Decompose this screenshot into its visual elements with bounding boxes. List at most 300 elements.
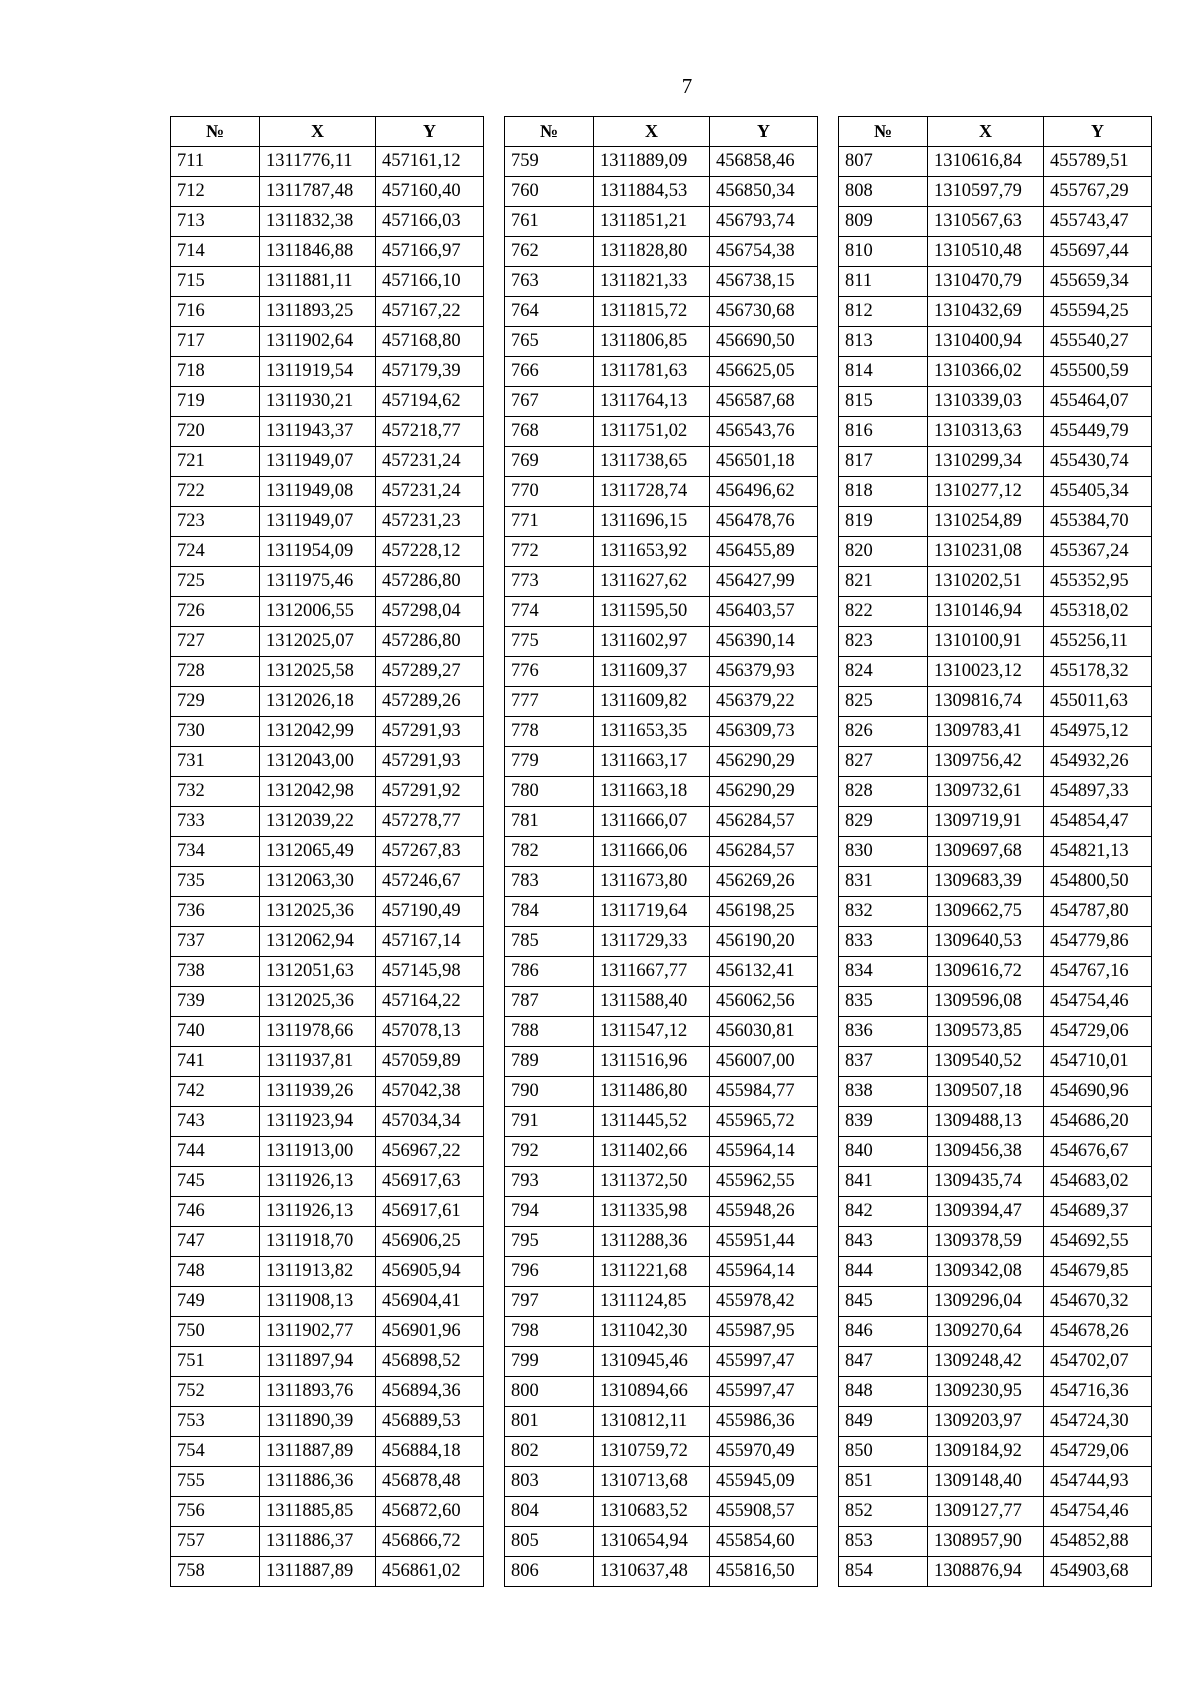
table-row xyxy=(171,597,484,627)
cell-y: 456730,68 xyxy=(710,297,818,327)
cell-x: 1311975,46 xyxy=(260,567,376,597)
table-row xyxy=(171,327,484,357)
cell-x: 1311893,76 xyxy=(260,1377,376,1407)
cell-number: 833 xyxy=(839,927,928,957)
cell-x: 1311787,48 xyxy=(260,177,376,207)
table-row xyxy=(505,387,818,417)
cell-number: 766 xyxy=(505,357,594,387)
cell-x: 1309230,95 xyxy=(928,1377,1044,1407)
cell-number: 729 xyxy=(171,687,260,717)
table-row xyxy=(839,897,1152,927)
table-row xyxy=(505,177,818,207)
cell-number: 851 xyxy=(839,1467,928,1497)
cell-x: 1311943,37 xyxy=(260,417,376,447)
table-row xyxy=(505,867,818,897)
cell-number: 822 xyxy=(839,597,928,627)
table-row xyxy=(839,1467,1152,1497)
cell-y: 454676,67 xyxy=(1044,1137,1152,1167)
table-row xyxy=(505,1407,818,1437)
cell-y: 456390,14 xyxy=(710,627,818,657)
cell-number: 790 xyxy=(505,1077,594,1107)
cell-number: 799 xyxy=(505,1347,594,1377)
cell-y: 455011,63 xyxy=(1044,687,1152,717)
cell-number: 774 xyxy=(505,597,594,627)
cell-y: 457190,49 xyxy=(376,897,484,927)
table-row xyxy=(171,1197,484,1227)
table-row xyxy=(839,867,1152,897)
cell-y: 457289,27 xyxy=(376,657,484,687)
table-row xyxy=(505,507,818,537)
table-row xyxy=(839,297,1152,327)
cell-number: 742 xyxy=(171,1077,260,1107)
cell-number: 763 xyxy=(505,267,594,297)
cell-x: 1311913,00 xyxy=(260,1137,376,1167)
cell-y: 457034,34 xyxy=(376,1107,484,1137)
cell-number: 829 xyxy=(839,807,928,837)
cell-number: 848 xyxy=(839,1377,928,1407)
table-row xyxy=(505,657,818,687)
cell-number: 734 xyxy=(171,837,260,867)
cell-x: 1311851,21 xyxy=(594,207,710,237)
cell-number: 776 xyxy=(505,657,594,687)
cell-y: 456379,22 xyxy=(710,687,818,717)
cell-x: 1311627,62 xyxy=(594,567,710,597)
cell-y: 454678,26 xyxy=(1044,1317,1152,1347)
cell-number: 727 xyxy=(171,627,260,657)
cell-x: 1309127,77 xyxy=(928,1497,1044,1527)
cell-number: 722 xyxy=(171,477,260,507)
cell-y: 456906,25 xyxy=(376,1227,484,1257)
table-row xyxy=(505,747,818,777)
cell-x: 1309697,68 xyxy=(928,837,1044,867)
cell-x: 1311221,68 xyxy=(594,1257,710,1287)
table-row xyxy=(505,1467,818,1497)
cell-number: 731 xyxy=(171,747,260,777)
cell-x: 1310894,66 xyxy=(594,1377,710,1407)
cell-y: 454683,02 xyxy=(1044,1167,1152,1197)
cell-number: 831 xyxy=(839,867,928,897)
cell-x: 1311042,30 xyxy=(594,1317,710,1347)
cell-number: 782 xyxy=(505,837,594,867)
cell-y: 454787,80 xyxy=(1044,897,1152,927)
cell-y: 457298,04 xyxy=(376,597,484,627)
cell-number: 733 xyxy=(171,807,260,837)
cell-y: 454729,06 xyxy=(1044,1437,1152,1467)
cell-number: 850 xyxy=(839,1437,928,1467)
cell-x: 1309816,74 xyxy=(928,687,1044,717)
cell-number: 748 xyxy=(171,1257,260,1287)
cell-number: 802 xyxy=(505,1437,594,1467)
table-row xyxy=(839,657,1152,687)
cell-number: 732 xyxy=(171,777,260,807)
table-row xyxy=(171,627,484,657)
cell-x: 1312025,07 xyxy=(260,627,376,657)
cell-y: 454679,85 xyxy=(1044,1257,1152,1287)
table-row xyxy=(505,717,818,747)
cell-y: 457286,80 xyxy=(376,627,484,657)
cell-x: 1311897,94 xyxy=(260,1347,376,1377)
table-row xyxy=(171,1287,484,1317)
cell-number: 759 xyxy=(505,147,594,177)
cell-x: 1310432,69 xyxy=(928,297,1044,327)
table-row xyxy=(839,327,1152,357)
coordinates-table-2 xyxy=(504,116,818,1587)
cell-x: 1311124,85 xyxy=(594,1287,710,1317)
cell-x: 1311402,66 xyxy=(594,1137,710,1167)
cell-x: 1311902,77 xyxy=(260,1317,376,1347)
cell-y: 454710,01 xyxy=(1044,1047,1152,1077)
cell-y: 456030,81 xyxy=(710,1017,818,1047)
cell-x: 1311653,92 xyxy=(594,537,710,567)
table-row xyxy=(839,1257,1152,1287)
cell-x: 1311729,33 xyxy=(594,927,710,957)
table-row xyxy=(505,927,818,957)
cell-y: 456901,96 xyxy=(376,1317,484,1347)
table-row xyxy=(505,1137,818,1167)
table-row xyxy=(505,597,818,627)
cell-y: 456884,18 xyxy=(376,1437,484,1467)
table-row xyxy=(839,1407,1152,1437)
cell-y: 456690,50 xyxy=(710,327,818,357)
cell-x: 1310146,94 xyxy=(928,597,1044,627)
cell-x: 1309616,72 xyxy=(928,957,1044,987)
cell-y: 456290,29 xyxy=(710,777,818,807)
cell-y: 456793,74 xyxy=(710,207,818,237)
cell-x: 1311846,88 xyxy=(260,237,376,267)
cell-x: 1311886,36 xyxy=(260,1467,376,1497)
cell-y: 454779,86 xyxy=(1044,927,1152,957)
cell-number: 753 xyxy=(171,1407,260,1437)
cell-x: 1310023,12 xyxy=(928,657,1044,687)
cell-y: 455964,14 xyxy=(710,1137,818,1167)
cell-y: 454716,36 xyxy=(1044,1377,1152,1407)
cell-number: 728 xyxy=(171,657,260,687)
coordinates-table-3 xyxy=(838,116,1152,1587)
cell-y: 454744,93 xyxy=(1044,1467,1152,1497)
cell-y: 456872,60 xyxy=(376,1497,484,1527)
table-row xyxy=(171,1077,484,1107)
cell-number: 815 xyxy=(839,387,928,417)
cell-x: 1310254,89 xyxy=(928,507,1044,537)
table-row xyxy=(171,1107,484,1137)
coordinates-table-1 xyxy=(170,116,484,1587)
cell-y: 457291,93 xyxy=(376,717,484,747)
table-row xyxy=(171,1407,484,1437)
cell-y: 457160,40 xyxy=(376,177,484,207)
cell-x: 1311930,21 xyxy=(260,387,376,417)
table-row xyxy=(171,837,484,867)
cell-y: 457194,62 xyxy=(376,387,484,417)
cell-y: 455256,11 xyxy=(1044,627,1152,657)
cell-x: 1311667,77 xyxy=(594,957,710,987)
table-row xyxy=(839,507,1152,537)
cell-y: 457078,13 xyxy=(376,1017,484,1047)
cell-y: 457145,98 xyxy=(376,957,484,987)
table-row xyxy=(839,177,1152,207)
cell-y: 456455,89 xyxy=(710,537,818,567)
table-row xyxy=(505,297,818,327)
cell-x: 1310470,79 xyxy=(928,267,1044,297)
cell-x: 1311887,89 xyxy=(260,1557,376,1587)
cell-y: 457167,22 xyxy=(376,297,484,327)
cell-x: 1311595,50 xyxy=(594,597,710,627)
cell-number: 765 xyxy=(505,327,594,357)
table-row xyxy=(839,567,1152,597)
header-number: № xyxy=(171,117,260,147)
cell-x: 1312051,63 xyxy=(260,957,376,987)
cell-number: 839 xyxy=(839,1107,928,1137)
table-row xyxy=(505,357,818,387)
cell-y: 456967,22 xyxy=(376,1137,484,1167)
cell-y: 456501,18 xyxy=(710,447,818,477)
cell-number: 778 xyxy=(505,717,594,747)
cell-y: 455986,36 xyxy=(710,1407,818,1437)
cell-x: 1309184,92 xyxy=(928,1437,1044,1467)
cell-number: 757 xyxy=(171,1527,260,1557)
cell-number: 832 xyxy=(839,897,928,927)
cell-number: 746 xyxy=(171,1197,260,1227)
cell-number: 712 xyxy=(171,177,260,207)
table-row xyxy=(171,237,484,267)
table-row xyxy=(171,177,484,207)
cell-x: 1311673,80 xyxy=(594,867,710,897)
cell-number: 808 xyxy=(839,177,928,207)
cell-number: 803 xyxy=(505,1467,594,1497)
cell-x: 1311902,64 xyxy=(260,327,376,357)
header-number: № xyxy=(505,117,594,147)
cell-number: 762 xyxy=(505,237,594,267)
table-row xyxy=(171,1437,484,1467)
cell-x: 1310100,91 xyxy=(928,627,1044,657)
cell-x: 1311666,06 xyxy=(594,837,710,867)
cell-x: 1312043,00 xyxy=(260,747,376,777)
cell-x: 1311335,98 xyxy=(594,1197,710,1227)
table-row xyxy=(839,1557,1152,1587)
table-row xyxy=(171,747,484,777)
cell-y: 456850,34 xyxy=(710,177,818,207)
cell-x: 1312065,49 xyxy=(260,837,376,867)
cell-number: 716 xyxy=(171,297,260,327)
cell-number: 770 xyxy=(505,477,594,507)
table-row xyxy=(171,1017,484,1047)
cell-x: 1311663,17 xyxy=(594,747,710,777)
table-row xyxy=(171,1467,484,1497)
header-number: № xyxy=(839,117,928,147)
cell-number: 736 xyxy=(171,897,260,927)
cell-number: 809 xyxy=(839,207,928,237)
cell-number: 852 xyxy=(839,1497,928,1527)
cell-number: 844 xyxy=(839,1257,928,1287)
cell-y: 455594,25 xyxy=(1044,297,1152,327)
cell-y: 454724,30 xyxy=(1044,1407,1152,1437)
cell-y: 456309,73 xyxy=(710,717,818,747)
cell-y: 455405,34 xyxy=(1044,477,1152,507)
table-row xyxy=(505,837,818,867)
cell-y: 456905,94 xyxy=(376,1257,484,1287)
cell-number: 853 xyxy=(839,1527,928,1557)
cell-number: 754 xyxy=(171,1437,260,1467)
cell-x: 1309640,53 xyxy=(928,927,1044,957)
cell-number: 749 xyxy=(171,1287,260,1317)
cell-x: 1311937,81 xyxy=(260,1047,376,1077)
cell-y: 457164,22 xyxy=(376,987,484,1017)
cell-number: 745 xyxy=(171,1167,260,1197)
table-row xyxy=(505,477,818,507)
cell-x: 1309683,39 xyxy=(928,867,1044,897)
cell-y: 455962,55 xyxy=(710,1167,818,1197)
cell-number: 841 xyxy=(839,1167,928,1197)
cell-y: 456917,61 xyxy=(376,1197,484,1227)
cell-y: 457278,77 xyxy=(376,807,484,837)
cell-x: 1311666,07 xyxy=(594,807,710,837)
cell-x: 1312025,58 xyxy=(260,657,376,687)
cell-x: 1311776,11 xyxy=(260,147,376,177)
cell-y: 457166,97 xyxy=(376,237,484,267)
table-row xyxy=(171,1047,484,1077)
cell-x: 1310277,12 xyxy=(928,477,1044,507)
cell-y: 456866,72 xyxy=(376,1527,484,1557)
table-row xyxy=(171,567,484,597)
cell-y: 455854,60 xyxy=(710,1527,818,1557)
cell-y: 455178,32 xyxy=(1044,657,1152,687)
cell-x: 1311926,13 xyxy=(260,1197,376,1227)
table-row xyxy=(505,1377,818,1407)
cell-number: 794 xyxy=(505,1197,594,1227)
header-x: X xyxy=(594,117,710,147)
cell-x: 1309596,08 xyxy=(928,987,1044,1017)
cell-number: 791 xyxy=(505,1107,594,1137)
cell-y: 457042,38 xyxy=(376,1077,484,1107)
table-header-row xyxy=(839,117,1152,147)
cell-y: 456132,41 xyxy=(710,957,818,987)
cell-y: 454932,26 xyxy=(1044,747,1152,777)
table-row xyxy=(505,1077,818,1107)
table-row xyxy=(171,897,484,927)
cell-y: 455965,72 xyxy=(710,1107,818,1137)
cell-x: 1311949,07 xyxy=(260,507,376,537)
table-row xyxy=(839,1047,1152,1077)
table-row xyxy=(171,1527,484,1557)
cell-y: 456198,25 xyxy=(710,897,818,927)
table-row xyxy=(839,687,1152,717)
cell-number: 819 xyxy=(839,507,928,537)
table-row xyxy=(839,987,1152,1017)
cell-x: 1311885,85 xyxy=(260,1497,376,1527)
table-row xyxy=(839,1167,1152,1197)
cell-number: 769 xyxy=(505,447,594,477)
table-row xyxy=(505,1017,818,1047)
table-row xyxy=(839,1137,1152,1167)
table-row xyxy=(505,447,818,477)
cell-y: 456878,48 xyxy=(376,1467,484,1497)
cell-number: 810 xyxy=(839,237,928,267)
table-row xyxy=(171,1317,484,1347)
cell-number: 768 xyxy=(505,417,594,447)
cell-number: 805 xyxy=(505,1527,594,1557)
cell-y: 455540,27 xyxy=(1044,327,1152,357)
cell-x: 1310945,46 xyxy=(594,1347,710,1377)
cell-y: 454729,06 xyxy=(1044,1017,1152,1047)
cell-y: 456861,02 xyxy=(376,1557,484,1587)
cell-number: 843 xyxy=(839,1227,928,1257)
cell-y: 457291,93 xyxy=(376,747,484,777)
cell-x: 1310231,08 xyxy=(928,537,1044,567)
cell-number: 780 xyxy=(505,777,594,807)
cell-number: 781 xyxy=(505,807,594,837)
cell-y: 454686,20 xyxy=(1044,1107,1152,1137)
cell-y: 454754,46 xyxy=(1044,987,1152,1017)
cell-x: 1309719,91 xyxy=(928,807,1044,837)
cell-x: 1310299,34 xyxy=(928,447,1044,477)
cell-y: 455697,44 xyxy=(1044,237,1152,267)
cell-number: 814 xyxy=(839,357,928,387)
cell-x: 1310713,68 xyxy=(594,1467,710,1497)
cell-x: 1310759,72 xyxy=(594,1437,710,1467)
cell-x: 1311893,25 xyxy=(260,297,376,327)
cell-number: 761 xyxy=(505,207,594,237)
cell-y: 457167,14 xyxy=(376,927,484,957)
table-row xyxy=(171,387,484,417)
cell-number: 826 xyxy=(839,717,928,747)
cell-number: 747 xyxy=(171,1227,260,1257)
cell-y: 456738,15 xyxy=(710,267,818,297)
cell-x: 1311609,37 xyxy=(594,657,710,687)
cell-y: 457231,24 xyxy=(376,447,484,477)
cell-y: 456898,52 xyxy=(376,1347,484,1377)
cell-number: 739 xyxy=(171,987,260,1017)
cell-x: 1309435,74 xyxy=(928,1167,1044,1197)
cell-number: 821 xyxy=(839,567,928,597)
header-y: Y xyxy=(710,117,818,147)
cell-number: 784 xyxy=(505,897,594,927)
cell-x: 1311926,13 xyxy=(260,1167,376,1197)
cell-x: 1310567,63 xyxy=(928,207,1044,237)
table-row xyxy=(505,1347,818,1377)
table-row xyxy=(839,1347,1152,1377)
table-row xyxy=(505,777,818,807)
table-row xyxy=(505,1107,818,1137)
cell-x: 1308957,90 xyxy=(928,1527,1044,1557)
table-row xyxy=(505,1317,818,1347)
table-row xyxy=(171,987,484,1017)
cell-number: 740 xyxy=(171,1017,260,1047)
cell-number: 797 xyxy=(505,1287,594,1317)
table-row xyxy=(171,1257,484,1287)
cell-number: 723 xyxy=(171,507,260,537)
cell-number: 838 xyxy=(839,1077,928,1107)
cell-x: 1309756,42 xyxy=(928,747,1044,777)
table-row xyxy=(505,807,818,837)
cell-number: 720 xyxy=(171,417,260,447)
cell-y: 454692,55 xyxy=(1044,1227,1152,1257)
cell-number: 847 xyxy=(839,1347,928,1377)
table-row xyxy=(171,537,484,567)
cell-x: 1311547,12 xyxy=(594,1017,710,1047)
cell-number: 846 xyxy=(839,1317,928,1347)
cell-y: 454754,46 xyxy=(1044,1497,1152,1527)
cell-x: 1310637,48 xyxy=(594,1557,710,1587)
table-row xyxy=(839,477,1152,507)
cell-number: 744 xyxy=(171,1137,260,1167)
table-row xyxy=(839,147,1152,177)
cell-number: 767 xyxy=(505,387,594,417)
cell-number: 835 xyxy=(839,987,928,1017)
cell-x: 1309540,52 xyxy=(928,1047,1044,1077)
cell-x: 1310683,52 xyxy=(594,1497,710,1527)
cell-y: 455997,47 xyxy=(710,1347,818,1377)
cell-x: 1311516,96 xyxy=(594,1047,710,1077)
table-row xyxy=(839,597,1152,627)
